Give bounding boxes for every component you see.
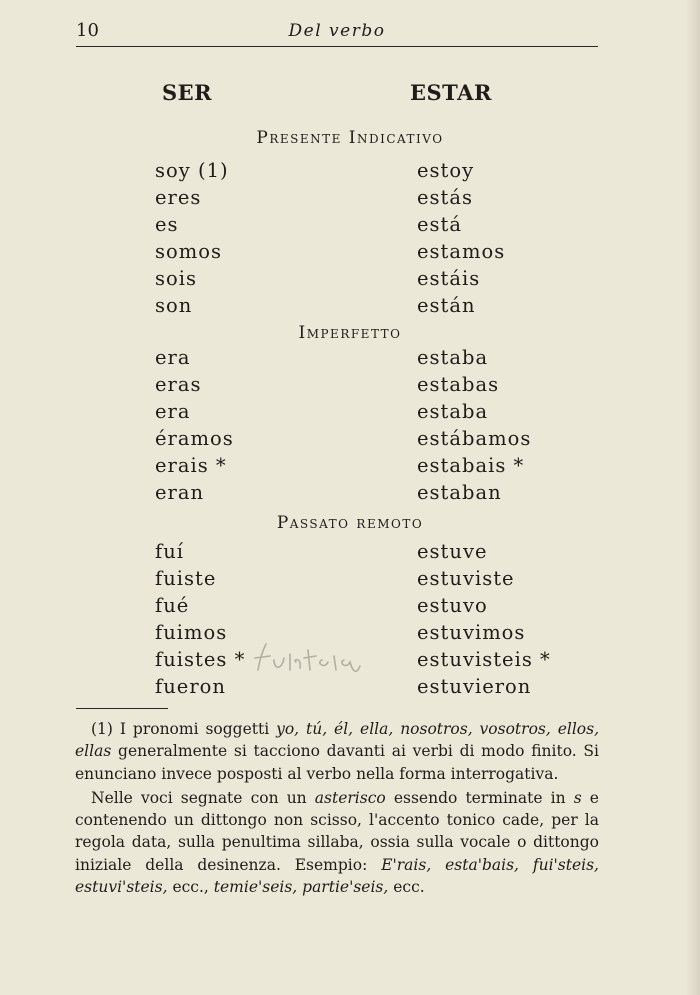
- note2-segment: ecc.: [388, 878, 425, 897]
- note2-segment: E'rais, esta'bais, fui'steis, estuvi'steis,: [75, 855, 599, 897]
- estar-form: estábamos: [417, 427, 532, 450]
- page-number: 10: [76, 20, 99, 41]
- estar-form: está: [417, 213, 463, 236]
- estar-form: estabas: [417, 373, 500, 396]
- pencil-annotation: [252, 640, 382, 680]
- table-row: [0, 567, 700, 594]
- note2-segment: temie'seis, partie'seis,: [213, 878, 389, 897]
- ser-form: es: [155, 213, 179, 236]
- note2-segment: asterisco: [314, 788, 386, 807]
- table-row: [0, 373, 700, 400]
- note2-segment: s: [573, 788, 582, 807]
- table-row: [0, 427, 700, 454]
- estar-form: estabais *: [417, 454, 525, 477]
- section-title-passato-remoto: Passato remoto: [276, 513, 424, 533]
- table-row: [0, 594, 700, 621]
- table-row: [0, 267, 700, 294]
- footnote-rule: [76, 708, 168, 709]
- footnotes: [75, 718, 599, 898]
- table-row: [0, 481, 700, 508]
- estar-form: estuvisteis *: [417, 648, 551, 671]
- footnote-1: [75, 718, 599, 785]
- note1-segment: yo, tú, él, ella, nosotros, vosotros, ellos, ellas: [75, 720, 599, 761]
- ser-form: fuimos: [155, 621, 228, 644]
- estar-form: estás: [417, 186, 474, 209]
- ser-form: eras: [155, 373, 202, 396]
- ser-form: fué: [155, 594, 190, 617]
- section-title-presente: Presente Indicativo: [256, 128, 444, 148]
- table-row: [0, 294, 700, 321]
- section-title-imperfetto: Imperfetto: [298, 323, 402, 343]
- estar-form: estaba: [417, 346, 489, 369]
- note1-segment: generalmente si tacciono davanti ai verbi di modo finito. Si enunciano invece posposti al verbo nella forma interrogativa.: [75, 742, 599, 783]
- ser-form: era: [155, 400, 191, 423]
- estar-form: estaban: [417, 481, 502, 504]
- conjugation-table-presente: [0, 159, 700, 321]
- estar-form: estuvimos: [417, 621, 526, 644]
- estar-form: estuvieron: [417, 675, 532, 698]
- ser-form: fuí: [155, 540, 185, 563]
- table-row: [0, 454, 700, 481]
- estar-form: estuve: [417, 540, 488, 563]
- column-heading-estar: ESTAR: [410, 80, 492, 105]
- table-row: [0, 159, 700, 186]
- table-row: [0, 213, 700, 240]
- footnote-2: [75, 787, 599, 898]
- ser-form: eres: [155, 186, 202, 209]
- note1-segment: (1) I pronomi soggetti: [91, 720, 277, 738]
- ser-form: fueron: [155, 675, 226, 698]
- table-row: [0, 186, 700, 213]
- note2-segment: e contenendo un dittongo non scisso, l'accento tonico cade, per la regola data, sulla penultima sillaba, ossia sulla vocale o dittongo iniziale della desinenza. Esempio:: [75, 788, 599, 874]
- estar-form: estáis: [417, 267, 481, 290]
- estar-form: estuviste: [417, 567, 515, 590]
- ser-form: fuistes *: [155, 648, 246, 671]
- table-row: [0, 240, 700, 267]
- note2-segment: Nelle voci segnate con un: [91, 788, 315, 807]
- note2-segment: essendo terminate in: [385, 788, 574, 807]
- table-row: [0, 346, 700, 373]
- running-head: Del verbo: [288, 21, 386, 41]
- table-row: [0, 400, 700, 427]
- estar-form: están: [417, 294, 476, 317]
- estar-form: estaba: [417, 400, 489, 423]
- ser-form: eran: [155, 481, 205, 504]
- ser-form: soy (1): [155, 159, 229, 182]
- page-header: [76, 20, 598, 47]
- ser-form: somos: [155, 240, 222, 263]
- column-heading-ser: SER: [162, 80, 213, 105]
- ser-form: son: [155, 294, 193, 317]
- table-row: [0, 540, 700, 567]
- conjugation-table-imperfetto: [0, 346, 700, 508]
- ser-form: éramos: [155, 427, 234, 450]
- note2-segment: ecc.,: [167, 878, 214, 897]
- ser-form: sois: [155, 267, 197, 290]
- estar-form: estuvo: [417, 594, 488, 617]
- estar-form: estamos: [417, 240, 506, 263]
- ser-form: fuiste: [155, 567, 217, 590]
- ser-form: era: [155, 346, 191, 369]
- ser-form: erais *: [155, 454, 227, 477]
- estar-form: estoy: [417, 159, 475, 182]
